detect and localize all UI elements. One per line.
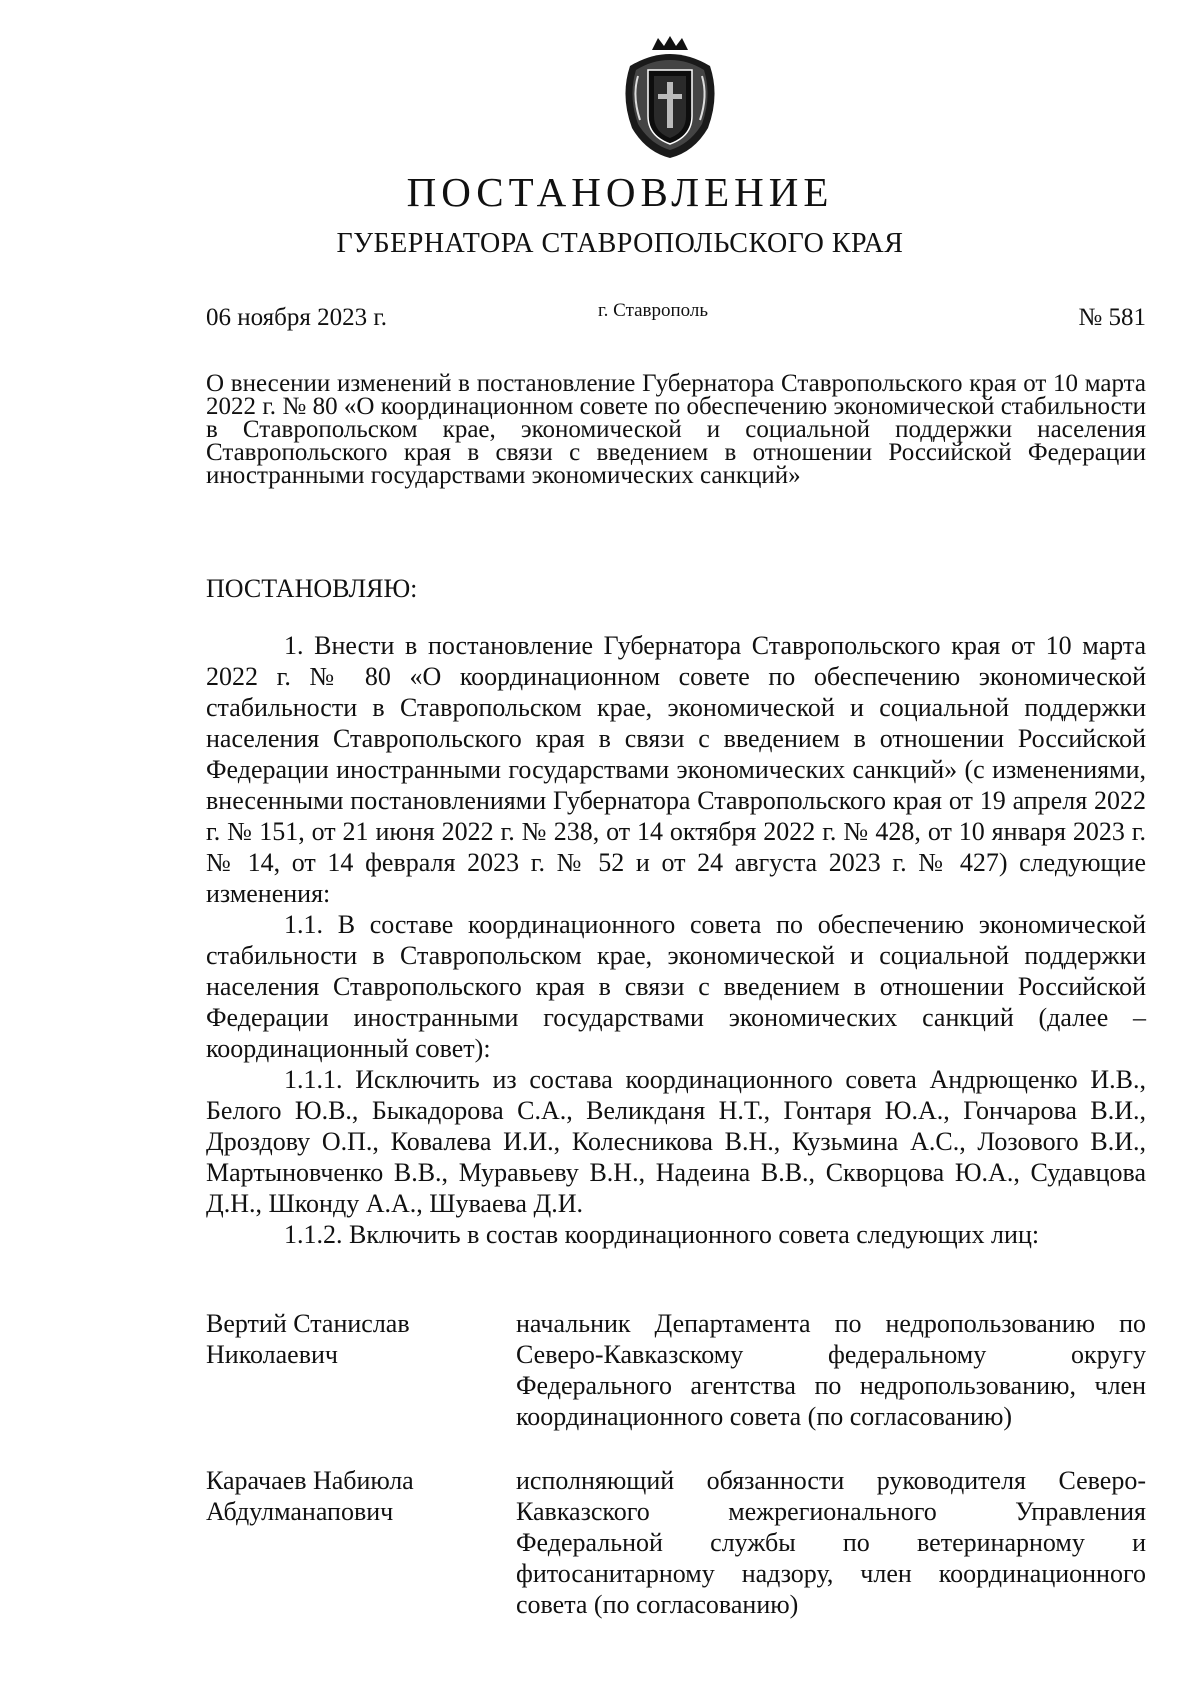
coat-of-arms-icon <box>618 36 722 160</box>
member-role: исполняющий обязанности руководителя Северо-Кавказского межрегионального Управления Федеральной службы по ветеринарному и фитосанитарному надзору, член координационного совета (по согласованию) <box>516 1466 1146 1619</box>
paragraph-1: 1. Внести в постановление Губернатора Ставропольского края от 10 марта 2022 г. № 80 «О координационном совете по обеспечению экономической стабильности в Ставропольском крае, экономической и социальной поддержки населения Ставропольского края в связи с введением в отношении Российской Федерации иностранными государствами экономических санкций» (с изменениями, внесенными постановлениями Губернатора Ставропольского края от 19 апреля 2022 г. № 151, от 21 июня 2022 г. № 238, от 14 октября 2022 г. № 428, от 10 января 2023 г. № 14, от 14 февраля 2023 г. № 52 и от 24 августа 2023 г. № 427) следующие изменения: <box>206 631 1146 908</box>
member-name: Карачаев Набиюла Абдулманапович <box>206 1466 414 1526</box>
paragraph-1-1: 1.1. В составе координационного совета по обеспечению экономической стабильности в Ставропольском крае, экономической и социальной поддержки населения Ставропольского края в связи с введением в отношении Российской Федерации иностранными государствами экономических санкций (далее – координационный совет): <box>206 910 1146 1063</box>
paragraph-1-1-2: 1.1.2. Включить в состав координационного совета следующих лиц: <box>284 1220 1040 1249</box>
paragraph-1-1-1: 1.1.1. Исключить из состава координационного совета Андрющенко И.В., Белого Ю.В., Быкадорова С.А., Великданя Н.Т., Гонтаря Ю.А., Гончарова В.И., Дроздову О.П., Ковалева И.И., Колесникова В.Н., Кузьмина А.С., Лозового В.И., Мартыновченко В.В., Муравьеву В.Н., Надеина В.В., Скворцова Ю.А., Судавцова Д.Н., Шконду А.А., Шуваева Д.И. <box>206 1065 1146 1218</box>
member-name: Вертий Станислав Николаевич <box>206 1309 410 1369</box>
document-city: г. Ставрополь <box>598 300 709 321</box>
resolve-word: ПОСТАНОВЛЯЮ: <box>206 574 418 603</box>
document-subtitle: ГУБЕРНАТОРА СТАВРОПОЛЬСКОГО КРАЯ <box>336 228 904 259</box>
member-row <box>206 1308 1146 1432</box>
document-number: № 581 <box>1078 304 1146 331</box>
members-list <box>206 1308 1146 1653</box>
document-title: ПОСТАНОВЛЕНИЕ <box>406 169 834 215</box>
member-row <box>206 1465 1146 1620</box>
member-role: начальник Департамента по недропользованию по Северо-Кавказскому федеральному округу Федерального агентства по недропользованию, член координационного совета (по согласованию) <box>516 1309 1146 1431</box>
document-date: 06 ноября 2023 г. <box>206 304 388 331</box>
document-body <box>206 630 1146 1250</box>
document-heading: О внесении изменений в постановление Губернатора Ставропольского края от 10 марта 2022 г. № 80 «О координационном совете по обеспечению экономической стабильности в Ставропольском крае, экономической и социальной поддержки населения Ставропольского края в связи с введением в отношении Российской Федерации иностранными государствами экономических санкций» <box>206 370 1146 489</box>
